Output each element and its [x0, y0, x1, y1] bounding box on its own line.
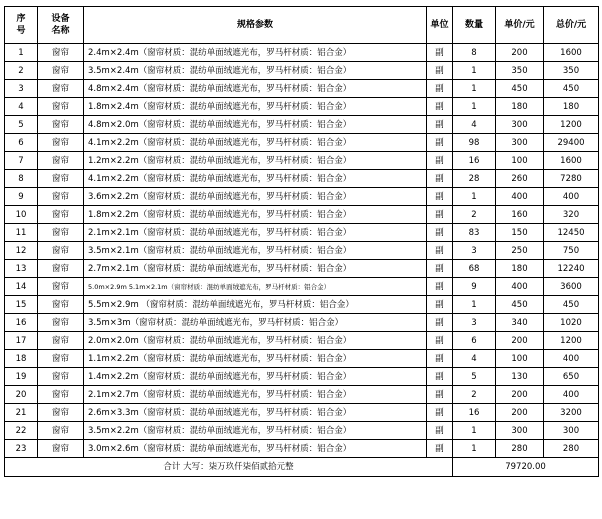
cell-seq: 17: [5, 332, 38, 350]
cell-spec: 2.7m×2.1m（窗帘材质：混纺单面绒遮光布，罗马杆材质：铝合金）: [84, 260, 427, 278]
cell-price: 200: [496, 332, 544, 350]
cell-price: 260: [496, 170, 544, 188]
cell-price: 400: [496, 278, 544, 296]
header-row: [5, 7, 599, 44]
cell-seq: 23: [5, 440, 38, 458]
cell-qty: 5: [453, 368, 496, 386]
cell-qty: 9: [453, 278, 496, 296]
cell-seq: 11: [5, 224, 38, 242]
table-row: [5, 404, 599, 422]
table-row: [5, 296, 599, 314]
cell-unit: 副: [427, 170, 453, 188]
cell-seq: 13: [5, 260, 38, 278]
cell-seq: 4: [5, 98, 38, 116]
cell-qty: 3: [453, 314, 496, 332]
table-row: [5, 188, 599, 206]
cell-qty: 16: [453, 152, 496, 170]
table-row: [5, 116, 599, 134]
table-row: [5, 170, 599, 188]
cell-total: 400: [544, 188, 599, 206]
cell-name: 窗帘: [38, 386, 84, 404]
cell-unit: 副: [427, 314, 453, 332]
cell-total: 12450: [544, 224, 599, 242]
cell-seq: 16: [5, 314, 38, 332]
cell-seq: 1: [5, 44, 38, 62]
cell-seq: 8: [5, 170, 38, 188]
cell-unit: 副: [427, 206, 453, 224]
cell-qty: 1: [453, 422, 496, 440]
cell-name: 窗帘: [38, 278, 84, 296]
cell-total: 650: [544, 368, 599, 386]
table-row: [5, 440, 599, 458]
table-row: [5, 80, 599, 98]
cell-name: 窗帘: [38, 98, 84, 116]
table-row: [5, 350, 599, 368]
cell-seq: 15: [5, 296, 38, 314]
table-row: [5, 206, 599, 224]
cell-price: 200: [496, 44, 544, 62]
cell-seq: 19: [5, 368, 38, 386]
cell-seq: 14: [5, 278, 38, 296]
cell-spec: 1.4m×2.2m（窗帘材质：混纺单面绒遮光布，罗马杆材质：铝合金）: [84, 368, 427, 386]
cell-seq: 20: [5, 386, 38, 404]
cell-name: 窗帘: [38, 134, 84, 152]
cell-total: 280: [544, 440, 599, 458]
cell-qty: 16: [453, 404, 496, 422]
cell-qty: 8: [453, 44, 496, 62]
cell-total: 3200: [544, 404, 599, 422]
total-label: 合计 大写：柒万玖仟柒佰贰拾元整: [5, 458, 453, 477]
cell-name: 窗帘: [38, 332, 84, 350]
header-unit: 单位: [427, 7, 453, 44]
cell-total: 3600: [544, 278, 599, 296]
cell-name: 窗帘: [38, 242, 84, 260]
total-row: [5, 458, 599, 477]
cell-price: 200: [496, 386, 544, 404]
cell-qty: 2: [453, 386, 496, 404]
cell-price: 300: [496, 134, 544, 152]
cell-qty: 1: [453, 188, 496, 206]
cell-unit: 副: [427, 296, 453, 314]
cell-qty: 83: [453, 224, 496, 242]
table-row: [5, 368, 599, 386]
cell-name: 窗帘: [38, 314, 84, 332]
table-row: [5, 278, 599, 296]
cell-total: 180: [544, 98, 599, 116]
cell-unit: 副: [427, 422, 453, 440]
price-table: [4, 6, 599, 477]
cell-name: 窗帘: [38, 440, 84, 458]
cell-spec: 2.1m×2.7m（窗帘材质：混纺单面绒遮光布，罗马杆材质：铝合金）: [84, 386, 427, 404]
cell-price: 280: [496, 440, 544, 458]
cell-unit: 副: [427, 80, 453, 98]
cell-qty: 1: [453, 296, 496, 314]
cell-spec: 1.1m×2.2m（窗帘材质：混纺单面绒遮光布，罗马杆材质：铝合金）: [84, 350, 427, 368]
cell-seq: 18: [5, 350, 38, 368]
cell-name: 窗帘: [38, 206, 84, 224]
cell-qty: 1: [453, 80, 496, 98]
cell-spec: 3.5m×2.1m（窗帘材质：混纺单面绒遮光布，罗马杆材质：铝合金）: [84, 242, 427, 260]
cell-unit: 副: [427, 332, 453, 350]
cell-price: 300: [496, 116, 544, 134]
cell-qty: 2: [453, 206, 496, 224]
cell-qty: 68: [453, 260, 496, 278]
cell-spec: 4.8m×2.0m（窗帘材质：混纺单面绒遮光布，罗马杆材质：铝合金）: [84, 116, 427, 134]
cell-name: 窗帘: [38, 296, 84, 314]
cell-qty: 28: [453, 170, 496, 188]
header-name: 设备 名称: [38, 7, 84, 44]
cell-spec: 1.8m×2.4m（窗帘材质：混纺单面绒遮光布，罗马杆材质：铝合金）: [84, 98, 427, 116]
cell-name: 窗帘: [38, 44, 84, 62]
cell-price: 150: [496, 224, 544, 242]
cell-unit: 副: [427, 62, 453, 80]
header-seq: 序 号: [5, 7, 38, 44]
cell-price: 180: [496, 98, 544, 116]
cell-spec: 3.6m×2.2m（窗帘材质：混纺单面绒遮光布，罗马杆材质：铝合金）: [84, 188, 427, 206]
cell-qty: 98: [453, 134, 496, 152]
cell-spec: 5.0m×2.9m 5.1m×2.1m（窗帘材质：混纺单面绒遮光布，罗马杆材质：铝合金）: [84, 278, 427, 296]
cell-total: 300: [544, 422, 599, 440]
header-price: 单价/元: [496, 7, 544, 44]
cell-price: 130: [496, 368, 544, 386]
cell-seq: 2: [5, 62, 38, 80]
cell-unit: 副: [427, 368, 453, 386]
table-row: [5, 314, 599, 332]
table-row: [5, 62, 599, 80]
cell-qty: 4: [453, 116, 496, 134]
cell-unit: 副: [427, 224, 453, 242]
cell-total: 12240: [544, 260, 599, 278]
cell-name: 窗帘: [38, 350, 84, 368]
cell-qty: 1: [453, 440, 496, 458]
cell-total: 750: [544, 242, 599, 260]
cell-unit: 副: [427, 278, 453, 296]
cell-price: 400: [496, 188, 544, 206]
cell-spec: 4.1m×2.2m（窗帘材质：混纺单面绒遮光布，罗马杆材质：铝合金）: [84, 170, 427, 188]
table-row: [5, 44, 599, 62]
cell-name: 窗帘: [38, 260, 84, 278]
cell-spec: 3.5m×2.4m（窗帘材质：混纺单面绒遮光布，罗马杆材质：铝合金）: [84, 62, 427, 80]
cell-seq: 5: [5, 116, 38, 134]
cell-spec: 3.5m×3m（窗帘材质：混纺单面绒遮光布，罗马杆材质：铝合金）: [84, 314, 427, 332]
cell-seq: 21: [5, 404, 38, 422]
cell-price: 250: [496, 242, 544, 260]
cell-qty: 4: [453, 350, 496, 368]
cell-name: 窗帘: [38, 152, 84, 170]
table-row: [5, 386, 599, 404]
cell-name: 窗帘: [38, 62, 84, 80]
cell-unit: 副: [427, 98, 453, 116]
table-row: [5, 224, 599, 242]
cell-name: 窗帘: [38, 368, 84, 386]
table-row: [5, 422, 599, 440]
cell-unit: 副: [427, 188, 453, 206]
table-row: [5, 260, 599, 278]
cell-total: 1200: [544, 116, 599, 134]
cell-spec: 2.0m×2.0m（窗帘材质：混纺单面绒遮光布，罗马杆材质：铝合金）: [84, 332, 427, 350]
cell-total: 350: [544, 62, 599, 80]
cell-spec: 3.0m×2.6m（窗帘材质：混纺单面绒遮光布，罗马杆材质：铝合金）: [84, 440, 427, 458]
header-spec: 规格参数: [84, 7, 427, 44]
header-qty: 数量: [453, 7, 496, 44]
cell-price: 100: [496, 350, 544, 368]
cell-total: 1600: [544, 152, 599, 170]
cell-seq: 9: [5, 188, 38, 206]
cell-unit: 副: [427, 260, 453, 278]
table-row: [5, 332, 599, 350]
cell-total: 400: [544, 386, 599, 404]
cell-price: 200: [496, 404, 544, 422]
cell-price: 450: [496, 296, 544, 314]
cell-spec: 1.8m×2.2m（窗帘材质：混纺单面绒遮光布，罗马杆材质：铝合金）: [84, 206, 427, 224]
cell-qty: 1: [453, 62, 496, 80]
cell-unit: 副: [427, 242, 453, 260]
total-amount: 79720.00: [453, 458, 599, 477]
cell-price: 340: [496, 314, 544, 332]
cell-seq: 22: [5, 422, 38, 440]
table-row: [5, 98, 599, 116]
cell-qty: 3: [453, 242, 496, 260]
cell-qty: 6: [453, 332, 496, 350]
cell-total: 1020: [544, 314, 599, 332]
table-row: [5, 134, 599, 152]
table-row: [5, 242, 599, 260]
cell-spec: 3.5m×2.2m（窗帘材质：混纺单面绒遮光布，罗马杆材质：铝合金）: [84, 422, 427, 440]
cell-name: 窗帘: [38, 422, 84, 440]
cell-unit: 副: [427, 44, 453, 62]
cell-total: 7280: [544, 170, 599, 188]
cell-unit: 副: [427, 404, 453, 422]
cell-unit: 副: [427, 152, 453, 170]
cell-seq: 3: [5, 80, 38, 98]
cell-name: 窗帘: [38, 404, 84, 422]
cell-price: 350: [496, 62, 544, 80]
cell-unit: 副: [427, 350, 453, 368]
cell-total: 450: [544, 296, 599, 314]
cell-total: 1600: [544, 44, 599, 62]
cell-unit: 副: [427, 440, 453, 458]
cell-seq: 7: [5, 152, 38, 170]
cell-price: 300: [496, 422, 544, 440]
cell-unit: 副: [427, 386, 453, 404]
cell-total: 320: [544, 206, 599, 224]
cell-spec: 5.5m×2.9m （窗帘材质：混纺单面绒遮光布，罗马杆材质：铝合金）: [84, 296, 427, 314]
cell-name: 窗帘: [38, 224, 84, 242]
cell-qty: 1: [453, 98, 496, 116]
cell-unit: 副: [427, 134, 453, 152]
cell-spec: 4.1m×2.2m（窗帘材质：混纺单面绒遮光布，罗马杆材质：铝合金）: [84, 134, 427, 152]
cell-price: 100: [496, 152, 544, 170]
cell-price: 450: [496, 80, 544, 98]
cell-seq: 10: [5, 206, 38, 224]
cell-spec: 4.8m×2.4m（窗帘材质：混纺单面绒遮光布，罗马杆材质：铝合金）: [84, 80, 427, 98]
cell-spec: 2.1m×2.1m（窗帘材质：混纺单面绒遮光布，罗马杆材质：铝合金）: [84, 224, 427, 242]
cell-price: 160: [496, 206, 544, 224]
cell-total: 450: [544, 80, 599, 98]
cell-total: 400: [544, 350, 599, 368]
cell-spec: 2.4m×2.4m（窗帘材质：混纺单面绒遮光布，罗马杆材质：铝合金）: [84, 44, 427, 62]
cell-name: 窗帘: [38, 170, 84, 188]
cell-seq: 6: [5, 134, 38, 152]
cell-total: 1200: [544, 332, 599, 350]
cell-price: 180: [496, 260, 544, 278]
cell-total: 29400: [544, 134, 599, 152]
cell-name: 窗帘: [38, 80, 84, 98]
header-total: 总价/元: [544, 7, 599, 44]
cell-spec: 1.2m×2.2m（窗帘材质：混纺单面绒遮光布，罗马杆材质：铝合金）: [84, 152, 427, 170]
cell-seq: 12: [5, 242, 38, 260]
cell-name: 窗帘: [38, 116, 84, 134]
cell-name: 窗帘: [38, 188, 84, 206]
cell-spec: 2.6m×3.3m（窗帘材质：混纺单面绒遮光布，罗马杆材质：铝合金）: [84, 404, 427, 422]
cell-unit: 副: [427, 116, 453, 134]
table-row: [5, 152, 599, 170]
